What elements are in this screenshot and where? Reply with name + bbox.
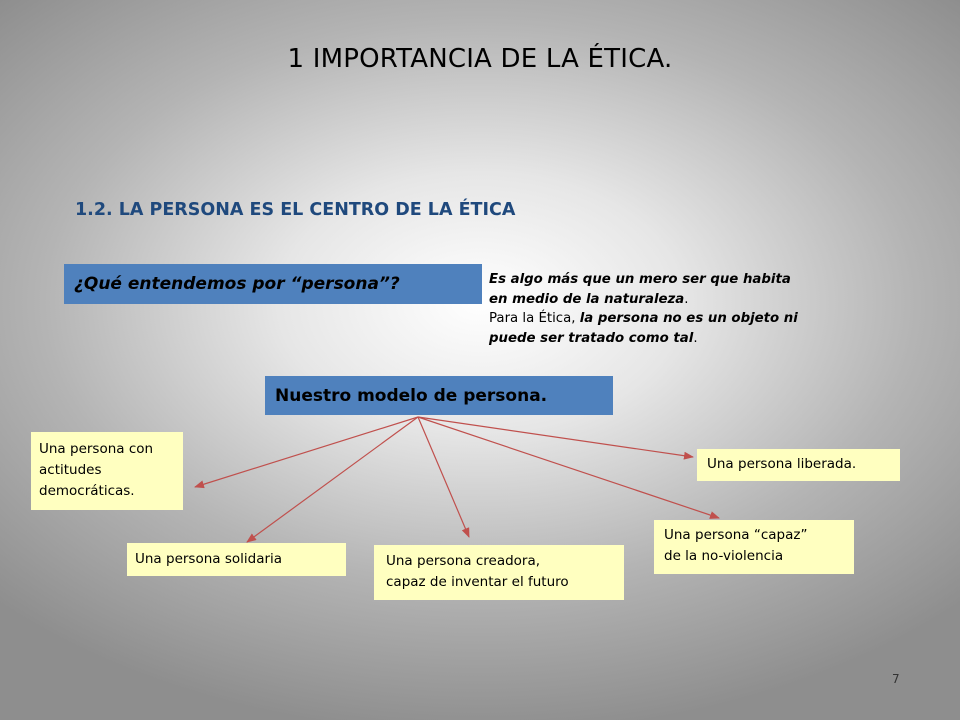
page-number: 7 <box>892 672 900 686</box>
arrow-to-liberated <box>418 417 693 457</box>
trait-creative-line-2: capaz de inventar el futuro <box>386 574 569 590</box>
trait-box-democratic <box>31 432 183 510</box>
description-line-4-end: . <box>693 330 698 346</box>
description-line-2: en medio de la naturaleza <box>489 291 685 307</box>
trait-nonviolence-line-1: Una persona “capaz” <box>664 527 808 543</box>
description-line-1: Es algo más que un mero ser que habita <box>489 272 791 287</box>
trait-nonviolence-line-2: de la no-violencia <box>664 548 784 564</box>
arrow-to-creative <box>418 417 469 537</box>
trait-box-solidary <box>127 543 346 576</box>
question-text: ¿Qué entendemos por “persona”? <box>74 274 400 294</box>
trait-box-nonviolence <box>654 520 854 574</box>
arrow-to-solidary <box>247 417 418 542</box>
arrow-to-democratic <box>195 417 418 487</box>
description-line-4: puede ser tratado como tal <box>489 330 694 346</box>
trait-box-creative <box>374 545 624 600</box>
arrow-to-nonviolence <box>418 417 719 518</box>
trait-box-liberated <box>697 449 900 481</box>
description-line-2-end: . <box>684 291 689 307</box>
section-subtitle: 1.2. LA PERSONA ES EL CENTRO DE LA ÉTICA <box>75 200 516 220</box>
trait-democratic-text: Una persona con actitudes democráticas. <box>39 441 154 499</box>
slide-title: 1 IMPORTANCIA DE LA ÉTICA. <box>287 44 673 74</box>
trait-solidary-text: Una persona solidaria <box>135 551 283 567</box>
description-line-3-bold: la persona no es un objeto ni <box>579 311 798 326</box>
model-heading-text: Nuestro modelo de persona. <box>275 385 548 406</box>
description-line-3-start: Para la Ética, <box>489 311 580 326</box>
trait-creative-line-1: Una persona creadora, <box>386 553 541 569</box>
trait-liberated-text: Una persona liberada. <box>707 456 857 472</box>
